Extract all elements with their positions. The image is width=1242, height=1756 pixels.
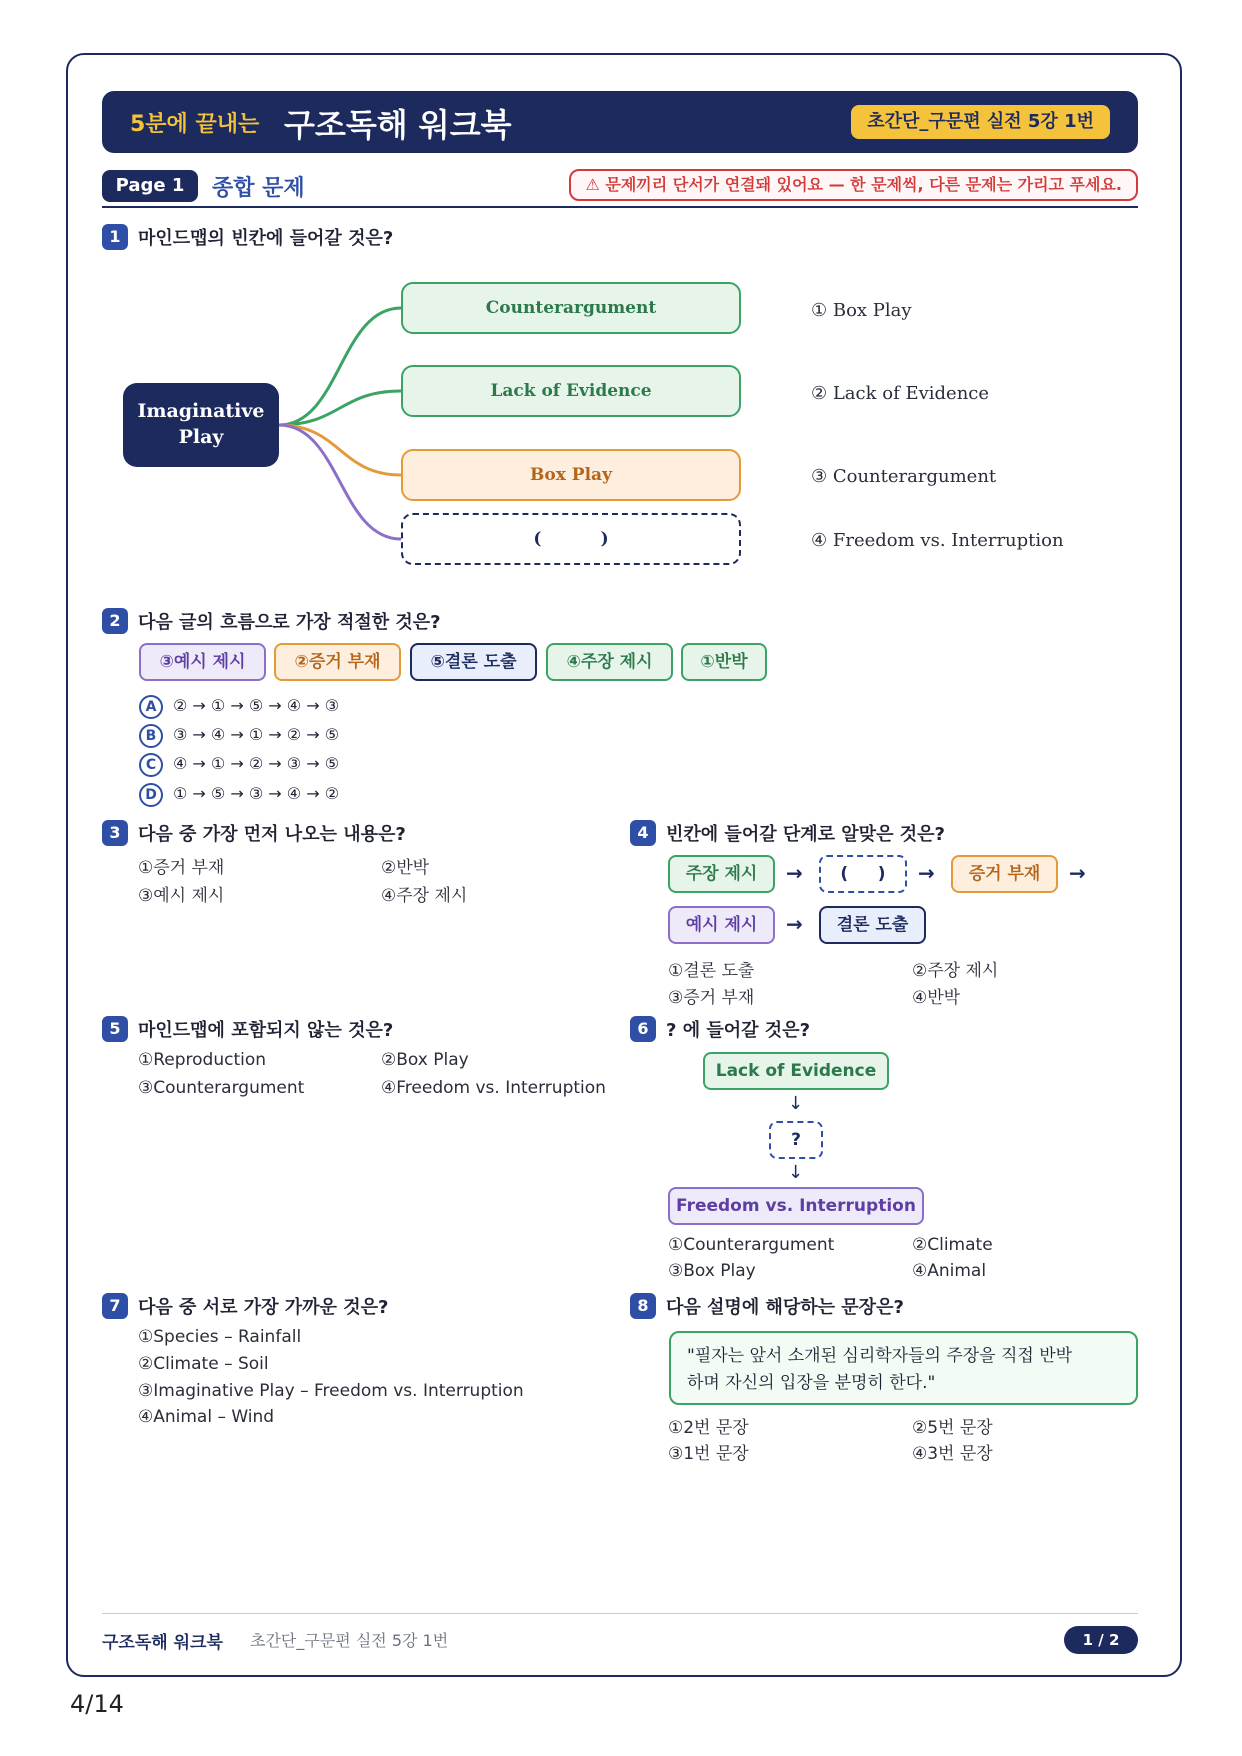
page-label: Page 1 — [102, 170, 198, 202]
chip-conclusion: ⑤결론 도출 — [410, 643, 537, 681]
q4-option-1: ①결론 도출 — [668, 961, 755, 981]
choice-letter: B — [139, 724, 163, 748]
question-7-heading — [102, 1293, 388, 1319]
choice-sequence: ① → ⑤ → ③ → ④ → ② — [173, 784, 340, 803]
down-arrow: ↓ — [788, 1093, 804, 1114]
q7-option-3: ③Imaginative Play – Freedom vs. Interruption — [138, 1381, 524, 1401]
warning-banner: ⚠ 문제끼리 단서가 연결돼 있어요 — 한 문제씩, 다른 문제는 가리고 푸세요. — [569, 169, 1138, 201]
mindmap-root — [123, 383, 279, 467]
q5-option-3: ③Counterargument — [138, 1078, 305, 1098]
choice-sequence: ④ → ① → ② → ③ → ⑤ — [173, 754, 340, 773]
question-number: 3 — [102, 820, 128, 846]
mindmap-node-blank: ( ) — [401, 513, 741, 565]
question-2-heading — [102, 608, 441, 634]
q1-option-2: ② Lack of Evidence — [811, 383, 990, 404]
question-number: 1 — [102, 224, 128, 250]
question-text: 마인드맵의 빈칸에 들어갈 것은? — [138, 228, 394, 249]
section-title: 종합 문제 — [212, 176, 305, 201]
q6-top-box: Lack of Evidence — [703, 1052, 889, 1090]
question-4-heading — [630, 820, 945, 846]
q2-choice-b — [139, 724, 339, 748]
flow-blank: ( ) — [819, 855, 907, 893]
question-6-heading — [630, 1016, 810, 1042]
chip-example: ③예시 제시 — [139, 643, 266, 681]
q1-option-1: ① Box Play — [811, 300, 912, 321]
connector-blank — [279, 425, 401, 539]
flow-example: 예시 제시 — [668, 906, 775, 944]
q7-option-2: ②Climate – Soil — [138, 1354, 269, 1374]
q8-option-2: ②5번 문장 — [912, 1418, 993, 1438]
q6-option-4: ④Animal — [912, 1261, 987, 1281]
footer-title: 구조독해 워크북 — [102, 1633, 223, 1653]
q1-option-4: ④ Freedom vs. Interruption — [811, 530, 1064, 551]
flow-claim: 주장 제시 — [668, 855, 775, 893]
question-5-heading — [102, 1016, 393, 1042]
question-text: 다음 설명에 해당하는 문장은? — [666, 1297, 904, 1318]
q7-option-1: ①Species – Rainfall — [138, 1327, 302, 1347]
quote-line-1: "필자는 앞서 소개된 심리학자들의 주장을 직접 반박 — [687, 1346, 1073, 1366]
flow-arrow: → — [786, 861, 803, 885]
header-title: 구조독해 워크북 — [284, 106, 512, 144]
q7-option-4: ④Animal – Wind — [138, 1407, 275, 1427]
q5-option-2: ②Box Play — [381, 1050, 469, 1070]
q8-option-4: ④3번 문장 — [912, 1444, 993, 1464]
q4-option-2: ②주장 제시 — [912, 961, 999, 981]
connector-box-play — [279, 425, 401, 475]
question-number: 4 — [630, 820, 656, 846]
flow-arrow: → — [1069, 861, 1086, 885]
mindmap-node-counterargument: Counterargument — [401, 282, 741, 334]
choice-sequence: ③ → ④ → ① → ② → ⑤ — [173, 725, 340, 744]
header-subtitle: 5분에 끝내는 — [130, 112, 260, 137]
q1-option-3: ③ Counterargument — [811, 466, 997, 487]
q8-quote-box — [669, 1331, 1138, 1405]
choice-letter: A — [139, 695, 163, 719]
footer-subtitle: 초간단_구문편 실전 5강 1번 — [250, 1631, 449, 1650]
question-number: 6 — [630, 1016, 656, 1042]
quote-line-2: 하며 자신의 입장을 분명히 한다." — [687, 1373, 936, 1393]
q3-option-2: ②반박 — [381, 858, 430, 878]
choice-letter: D — [139, 783, 163, 807]
chip-claim: ④주장 제시 — [546, 643, 673, 681]
question-8-heading — [630, 1293, 904, 1319]
q6-option-1: ①Counterargument — [668, 1235, 835, 1255]
footer-page-badge: 1 / 2 — [1064, 1626, 1138, 1654]
q8-option-3: ③1번 문장 — [668, 1444, 749, 1464]
question-text: 다음 중 가장 먼저 나오는 내용은? — [138, 824, 406, 845]
q8-option-1: ①2번 문장 — [668, 1418, 749, 1438]
q5-option-1: ①Reproduction — [138, 1050, 267, 1070]
q3-option-4: ④주장 제시 — [381, 886, 468, 906]
question-number: 5 — [102, 1016, 128, 1042]
chip-no-evidence: ②증거 부재 — [274, 643, 401, 681]
q6-bottom-box: Freedom vs. Interruption — [668, 1187, 924, 1225]
mindmap-node-box-play: Box Play — [401, 449, 741, 501]
question-number: 7 — [102, 1293, 128, 1319]
question-3-heading — [102, 820, 406, 846]
choice-sequence: ② → ① → ⑤ → ④ → ③ — [173, 696, 340, 715]
root-line-1: Imaginative — [137, 400, 265, 422]
flow-no-evidence: 증거 부재 — [951, 855, 1058, 893]
question-text: 다음 글의 흐름으로 가장 적절한 것은? — [138, 612, 441, 633]
choice-letter: C — [139, 753, 163, 777]
q6-blank-box: ? — [769, 1121, 823, 1159]
q4-option-3: ③증거 부재 — [668, 988, 755, 1008]
q6-option-2: ②Climate — [912, 1235, 993, 1255]
q2-choice-c — [139, 753, 339, 777]
flow-arrow: → — [786, 912, 803, 936]
lesson-tag: 초간단_구문편 실전 5강 1번 — [851, 105, 1110, 139]
down-arrow: ↓ — [788, 1162, 804, 1183]
question-text: 빈칸에 들어갈 단계로 알맞은 것은? — [666, 824, 945, 845]
q3-option-1: ①증거 부재 — [138, 858, 225, 878]
q5-option-4: ④Freedom vs. Interruption — [381, 1078, 606, 1098]
mindmap-node-lack-of-evidence: Lack of Evidence — [401, 365, 741, 417]
root-line-2: Play — [178, 426, 224, 448]
question-number: 8 — [630, 1293, 656, 1319]
q2-choice-a — [139, 695, 339, 719]
footer-divider — [102, 1613, 1138, 1614]
question-number: 2 — [102, 608, 128, 634]
q4-option-4: ④반박 — [912, 988, 961, 1008]
question-text: 다음 중 서로 가장 가까운 것은? — [138, 1297, 389, 1318]
question-text: ? 에 들어갈 것은? — [666, 1020, 811, 1041]
question-text: 마인드맵에 포함되지 않는 것은? — [138, 1020, 394, 1041]
flow-conclusion: 결론 도출 — [819, 906, 926, 944]
q6-option-3: ③Box Play — [668, 1261, 756, 1281]
flow-arrow: → — [918, 861, 935, 885]
document-page-number: 4/14 — [70, 1690, 124, 1718]
chip-rebuttal: ①반박 — [681, 643, 767, 681]
q3-option-3: ③예시 제시 — [138, 886, 225, 906]
q2-choice-d — [139, 783, 339, 807]
